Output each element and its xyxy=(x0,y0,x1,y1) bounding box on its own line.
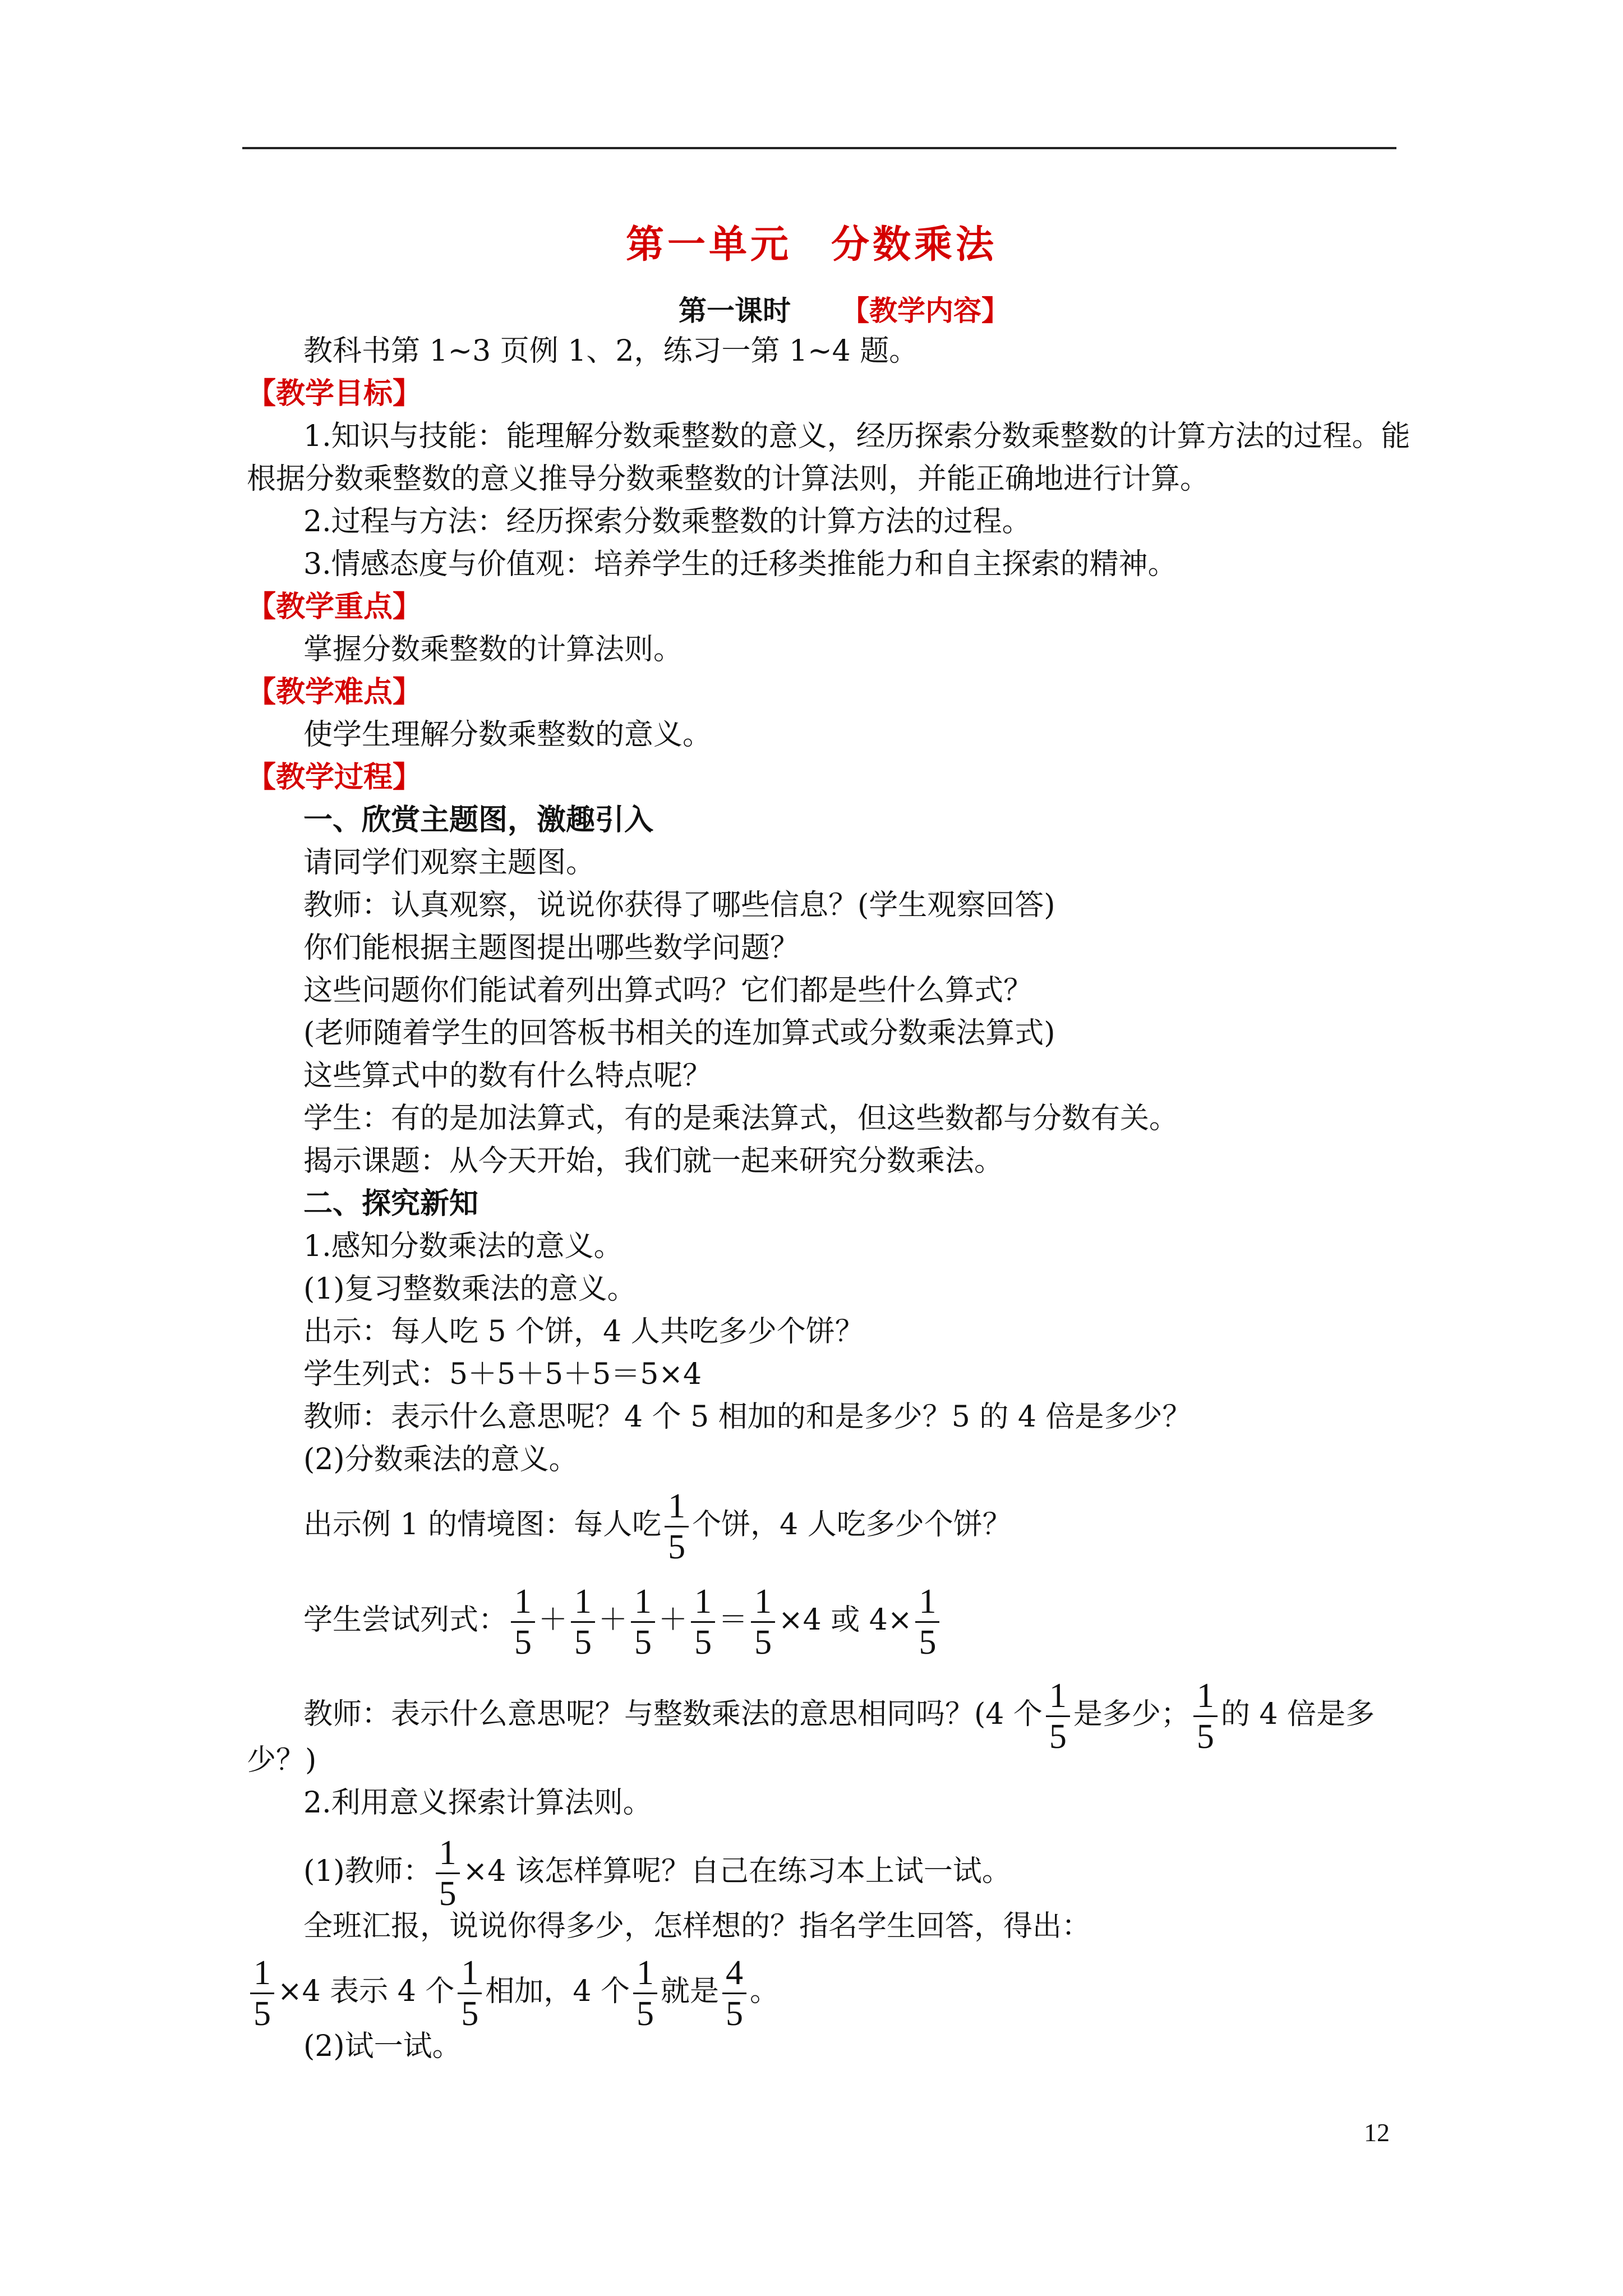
result-line: $\frac{1}{5}$ ×4 表示 4 个 $\frac{1}{5}$ 相加，4 个 $\frac{1}{5}$ 就是 $\frac{4}{5}$ 。 xyxy=(247,1953,779,2033)
paragraph: (老师随着学生的回答板书相关的连加算式或分数乘法算式) xyxy=(303,1016,1055,1050)
paragraph: 学生列式：5＋5＋5＋5＝5×4 xyxy=(303,1358,702,1391)
fraction: $\frac{1}{5}$ xyxy=(571,1582,595,1662)
page-number: 12 xyxy=(1364,2118,1390,2147)
difficulty-text: 使学生理解分数乘整数的意义。 xyxy=(303,718,712,752)
paragraph: (2)分数乘法的意义。 xyxy=(303,1443,578,1476)
key-heading: 【教学重点】 xyxy=(247,590,422,624)
student-expression: 学生尝试列式： $\frac{1}{5}$ ＋ $\frac{1}{5}$ ＋ $\frac{1}{5}$ ＋ $\frac{1}{5}$ ＝ $\frac{1}{5}$ ×4 或 4× $\frac{1}{5}$ xyxy=(303,1582,943,1662)
teacher-question-line: 教师：表示什么意思呢？与整数乘法的意思相同吗？(4 个 $\frac{1}{5}$ 是多少； $\frac{1}{5}$ 的 4 倍是多 xyxy=(303,1677,1375,1756)
goal-1-line-2: 根据分数乘整数的意义推导分数乘整数的计算法则，并能正确地进行计算。 xyxy=(247,462,1210,496)
process-heading: 【教学过程】 xyxy=(247,760,422,794)
section-1-heading: 一、欣赏主题图，激趣引入 xyxy=(303,803,654,837)
teacher-question-continued: 少？) xyxy=(247,1743,317,1777)
paragraph: (2)试一试。 xyxy=(303,2030,462,2063)
paragraph: 这些算式中的数有什么特点呢？ xyxy=(303,1059,712,1093)
paragraph: 2.利用意义探索计算法则。 xyxy=(303,1786,652,1820)
lesson-subtitle: 第一课时 【教学内容】 xyxy=(679,294,1009,327)
question-1-line: (1)教师： $\frac{1}{5}$ ×4 该怎样算呢？自己在练习本上试一试。 xyxy=(303,1834,1011,1913)
page-title: 第一单元 分数乘法 xyxy=(625,222,998,267)
fraction: $\frac{1}{5}$ xyxy=(665,1487,689,1567)
paragraph: 全班汇报，说说你得多少，怎样想的？指名学生回答，得出： xyxy=(303,1910,1091,1943)
paragraph: 你们能根据主题图提出哪些数学问题？ xyxy=(303,931,800,965)
paragraph: 1.感知分数乘法的意义。 xyxy=(303,1230,623,1263)
paragraph: 揭示课题：从今天开始，我们就一起来研究分数乘法。 xyxy=(303,1144,1004,1178)
fraction: $\frac{1}{5}$ xyxy=(751,1582,775,1662)
paragraph: 这些问题你们能试着列出算式吗？它们都是些什么算式？ xyxy=(303,974,1033,1007)
goals-heading: 【教学目标】 xyxy=(247,376,422,411)
goal-1-line-1: 1.知识与技能：能理解分数乘整数的意义，经历探索分数乘整数的计算方法的过程。能 xyxy=(303,420,1410,453)
example-1-line: 出示例 1 的情境图：每人吃 $\frac{1}{5}$ 个饼，4 人吃多少个饼？ xyxy=(303,1487,1012,1566)
paragraph: 教师：认真观察，说说你获得了哪些信息？(学生观察回答) xyxy=(303,889,1055,922)
fraction: $\frac{1}{5}$ xyxy=(1193,1676,1218,1756)
fraction: $\frac{1}{5}$ xyxy=(633,1953,657,2033)
fraction: $\frac{1}{5}$ xyxy=(631,1582,655,1662)
paragraph: (1)复习整数乘法的意义。 xyxy=(303,1272,637,1306)
section-2-heading: 二、探究新知 xyxy=(303,1186,479,1221)
fraction: $\frac{1}{5}$ xyxy=(511,1582,535,1662)
goal-3: 3.情感态度与价值观：培养学生的迁移类推能力和自主探索的精神。 xyxy=(303,547,1177,581)
fraction: $\frac{4}{5}$ xyxy=(722,1953,746,2033)
fraction: $\frac{1}{5}$ xyxy=(1046,1676,1070,1756)
fraction: $\frac{1}{5}$ xyxy=(458,1953,482,2033)
paragraph: 学生：有的是加法算式，有的是乘法算式，但这些数都与分数有关。 xyxy=(303,1102,1179,1135)
content-text: 教科书第 1~3 页例 1、2，练习一第 1~4 题。 xyxy=(303,334,919,368)
paragraph: 出示：每人吃 5 个饼，4 人共吃多少个饼？ xyxy=(303,1315,864,1349)
fraction: $\frac{1}{5}$ xyxy=(250,1953,274,2033)
header-rule xyxy=(242,147,1396,149)
key-text: 掌握分数乘整数的计算法则。 xyxy=(303,633,683,666)
paragraph: 请同学们观察主题图。 xyxy=(303,846,596,880)
difficulty-heading: 【教学难点】 xyxy=(247,675,422,709)
fraction: $\frac{1}{5}$ xyxy=(436,1833,460,1913)
fraction: $\frac{1}{5}$ xyxy=(691,1582,715,1662)
paragraph: 教师：表示什么意思呢？4 个 5 相加的和是多少？5 的 4 倍是多少？ xyxy=(303,1400,1192,1434)
fraction: $\frac{1}{5}$ xyxy=(915,1582,939,1662)
goal-2: 2.过程与方法：经历探索分数乘整数的计算方法的过程。 xyxy=(303,505,1031,539)
